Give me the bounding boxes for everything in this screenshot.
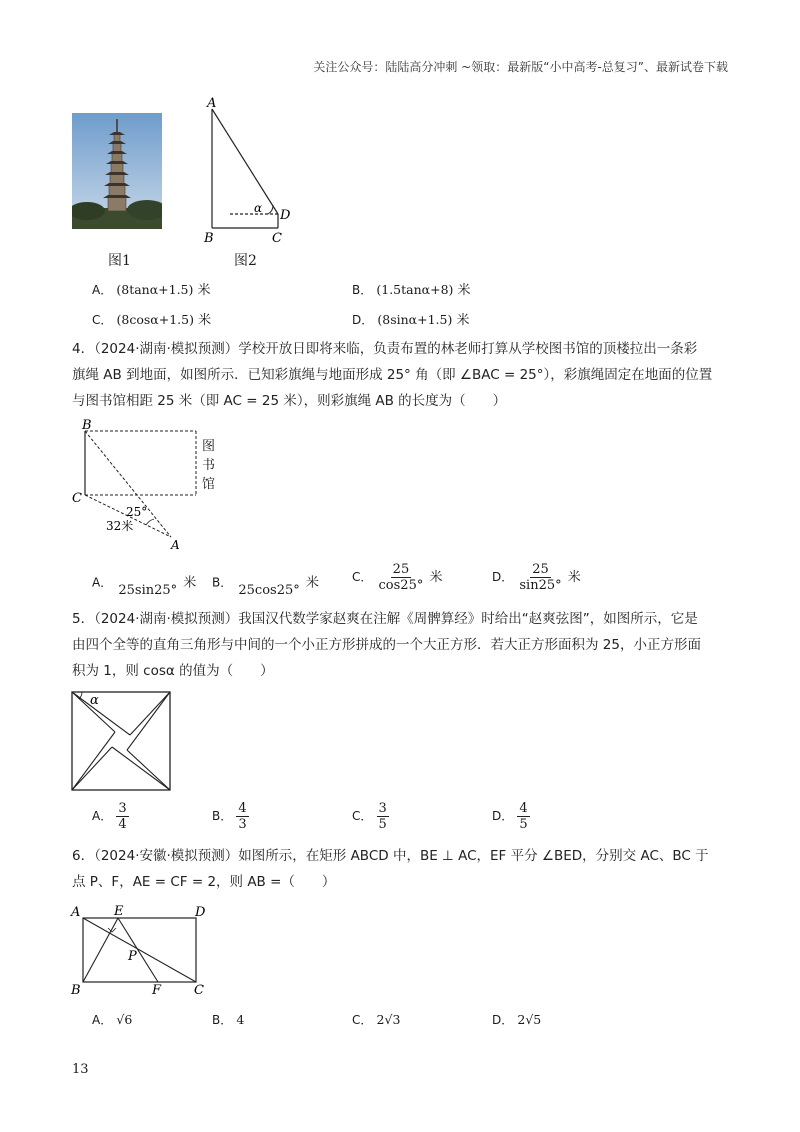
fraction-numerator: 3 [378, 801, 387, 816]
fraction-numerator: 4 [238, 801, 247, 816]
option-letter: A． [92, 809, 113, 823]
q6-label-F: F [152, 983, 162, 998]
fraction-numerator [144, 568, 152, 583]
fraction-denominator: 5 [519, 817, 528, 832]
q6-option-c[interactable] [352, 1011, 400, 1028]
q4-stem [72, 336, 732, 414]
fraction-numerator: 25 [392, 562, 410, 577]
option-letter: C． [352, 1013, 373, 1027]
page-header: 关注公众号：陆陆高分冲刺 ~领取：最新版“小中高考-总复习”、最新试卷下载 [313, 60, 728, 74]
figure-q4-library [70, 415, 250, 555]
fig2-label-alpha: α [254, 201, 263, 215]
q3-option-d[interactable] [352, 309, 470, 328]
q6-option-b[interactable] [212, 1011, 244, 1028]
q6-label-P: P [128, 949, 137, 964]
option-unit: 米 [197, 283, 211, 298]
option-letter: D． [492, 570, 514, 584]
q5-line-3: 积为 1，则 cosα 的值为（ ） [72, 663, 274, 679]
q6-line-2: 点 P、F，AE = CF = 2，则 AB =（ ） [72, 874, 336, 890]
q3-option-c[interactable] [92, 309, 211, 328]
option-expression: 4 [236, 1012, 245, 1027]
option-letter: B． [212, 575, 233, 590]
q3-option-b[interactable] [352, 279, 471, 298]
q6-stem [72, 843, 732, 895]
fraction-denominator: sin25° [519, 578, 562, 593]
fraction-denominator: 25cos25° [238, 583, 300, 598]
fraction-numerator: 4 [519, 801, 528, 816]
option-expression: 2√5 [517, 1012, 542, 1027]
q6-label-E: E [114, 904, 124, 919]
option-letter: C． [352, 570, 373, 584]
option-unit: 米 [198, 313, 212, 328]
option-fraction [377, 562, 426, 593]
option-fraction [116, 568, 179, 598]
option-letter: D． [492, 809, 514, 823]
option-expression: 2√3 [376, 1012, 401, 1027]
q4-option-d[interactable] [492, 562, 581, 593]
fig2-label-A: A [207, 96, 217, 111]
option-unit: 米 [567, 570, 581, 585]
fig2-label-B: B [204, 231, 214, 245]
pagoda-photo [72, 113, 162, 229]
q5-option-c[interactable] [352, 801, 389, 832]
option-expression: (1.5tanα+8) [376, 282, 454, 297]
q4-label-C: C [72, 491, 82, 506]
q5-label-alpha: α [90, 693, 99, 708]
q4-option-c[interactable] [352, 562, 443, 593]
option-unit: 米 [456, 313, 470, 328]
option-unit: 米 [305, 575, 319, 591]
figure-q6-rectangle [68, 900, 218, 1000]
q5-line-2: 由四个全等的直角三角形与中间的一个小正方形拼成的一个大正方形．若大正方形面积为 25，小正方形面 [72, 637, 701, 653]
fraction-denominator: cos25° [378, 578, 424, 593]
q5-option-b[interactable] [212, 801, 249, 832]
option-fraction [517, 801, 529, 832]
option-expression: (8cosα+1.5) [116, 312, 194, 327]
fig2-label-C: C [272, 231, 282, 245]
q3-option-a[interactable] [92, 279, 211, 298]
option-letter: C． [92, 313, 113, 327]
q6-label-B: B [71, 983, 81, 998]
q4-option-a[interactable] [92, 568, 196, 598]
option-unit: 米 [183, 575, 197, 591]
q4-option-b[interactable] [212, 568, 319, 598]
figure-2-triangle [196, 95, 316, 245]
fraction-denominator: 3 [238, 817, 247, 832]
option-letter: B． [212, 1013, 233, 1027]
option-fraction [236, 801, 248, 832]
q5-option-a[interactable] [92, 801, 129, 832]
figure-q5-zhao-shuang-diagram [70, 690, 174, 794]
q4-label-B: B [82, 418, 92, 433]
option-letter: B． [212, 809, 233, 823]
option-letter: D． [352, 313, 374, 327]
option-expression: √6 [116, 1012, 133, 1027]
fraction-denominator: 25sin25° [118, 583, 178, 598]
option-fraction [236, 568, 301, 598]
q4-building-label: 图书馆 [202, 439, 216, 492]
option-fraction [116, 801, 128, 832]
q4-label-A: A [171, 538, 180, 552]
fraction-numerator: 25 [532, 562, 549, 577]
option-fraction [517, 562, 563, 593]
figure-2-caption: 图2 [234, 253, 257, 269]
q6-line-1: 6．（2024·安徽·模拟预测）如图所示，在矩形 ABCD 中，BE ⊥ AC，EF 平分 ∠BED，分别交 AC、BC 于 [72, 848, 709, 864]
page-number: 13 [72, 1062, 89, 1077]
option-letter: A． [92, 575, 113, 590]
q4-line-2: 旗绳 AB 到地面，如图所示．已知彩旗绳与地面形成 25° 角（即 ∠BAC = 25°），彩旗绳固定在地面的位置 [72, 367, 713, 383]
q6-label-D: D [195, 905, 206, 920]
fraction-denominator: 4 [118, 817, 127, 832]
q5-option-d[interactable] [492, 801, 530, 832]
q5-line-1: 5．（2024·湖南·模拟预测）我国汉代数学家赵爽在注解《周髀算经》时给出“赵爽弦图”，如图所示，它是 [72, 611, 698, 627]
fraction-numerator: 3 [118, 801, 127, 816]
q6-label-C: C [194, 983, 204, 998]
option-expression: (8sinα+1.5) [377, 312, 453, 327]
figure-1-caption: 图1 [108, 253, 131, 269]
q5-stem [72, 606, 732, 684]
option-letter: B． [352, 283, 373, 297]
q6-label-A: A [71, 905, 81, 920]
fraction-denominator: 5 [378, 817, 387, 832]
option-letter: A． [92, 283, 113, 297]
q4-label-angle: 25° [126, 505, 148, 519]
option-fraction [377, 801, 389, 832]
fraction-numerator [265, 568, 273, 583]
option-letter: D． [492, 1013, 514, 1027]
q6-option-d[interactable] [492, 1011, 541, 1028]
q4-line-1: 4．（2024·湖南·模拟预测）学校开放日即将来临，负责布置的林老师打算从学校图书馆的顶楼拉出一条彩 [72, 341, 698, 357]
option-letter: A． [92, 1013, 113, 1027]
option-letter: C． [352, 809, 373, 823]
q4-label-distance: 32米 [106, 519, 134, 533]
option-expression: (8tanα+1.5) [116, 282, 194, 297]
q6-option-a[interactable] [92, 1011, 132, 1028]
option-unit: 米 [457, 283, 471, 298]
q4-line-3: 与图书馆相距 25 米（即 AC = 25 米），则彩旗绳 AB 的长度为（ ） [72, 393, 507, 409]
fig2-label-D: D [280, 208, 291, 223]
option-unit: 米 [429, 570, 443, 585]
